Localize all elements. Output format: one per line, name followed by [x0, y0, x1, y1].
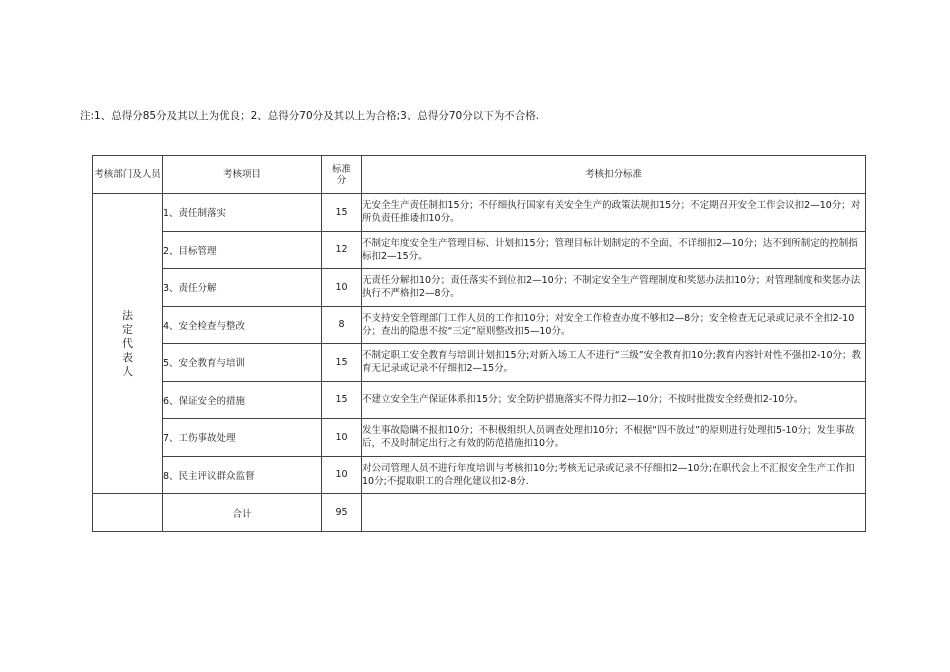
score-cell: 12 — [322, 231, 362, 269]
item-cell: 5、安全教育与培训 — [163, 344, 322, 382]
table-header-row — [93, 156, 866, 194]
item-cell: 4、安全检查与整改 — [163, 306, 322, 344]
table-row — [93, 231, 866, 269]
score-cell: 10 — [322, 419, 362, 457]
criteria-cell: 对公司管理人员不进行年度培训与考核扣10分;考核无记录或记录不仔细扣2—10分;在职代会上不汇报安全生产工作扣10分;不提取职工的合理化建议扣2-8分. — [362, 456, 866, 494]
table-row — [93, 269, 866, 307]
table-row — [93, 419, 866, 457]
dept-cell: 法定代表人 — [93, 194, 163, 494]
assessment-table — [92, 155, 866, 532]
item-cell: 8、民主评议群众监督 — [163, 456, 322, 494]
total-dept-cell — [93, 494, 163, 532]
score-cell: 10 — [322, 456, 362, 494]
criteria-cell: 无责任分解扣10分；责任落实不到位扣2—10分；不制定安全生产管理制度和奖惩办法扣10分；对管理制度和奖惩办法执行不严格扣2—8分。 — [362, 269, 866, 307]
criteria-cell: 发生事故隐瞒不报扣10分；不积极组织人员调查处理扣10分；不根据“四不放过”的原则进行处理扣5-10分；发生事故后，不及时制定出行之有效的防范措施扣10分。 — [362, 419, 866, 457]
item-cell: 6、保证安全的措施 — [163, 381, 322, 419]
criteria-cell: 不建立安全生产保证体系扣15分；安全防护措施落实不得力扣2—10分；不按时批拨安全经费扣2-10分。 — [362, 381, 866, 419]
header-criteria: 考核扣分标准 — [362, 156, 866, 194]
score-cell: 15 — [322, 344, 362, 382]
table-row — [93, 456, 866, 494]
score-cell: 15 — [322, 194, 362, 232]
criteria-cell: 不制定职工安全教育与培训计划扣15分;对新入场工人不进行“三级”安全教育扣10分;教育内容针对性不强扣2-10分；教育无记录或记录不仔细扣2—15分。 — [362, 344, 866, 382]
total-label: 合计 — [163, 494, 322, 532]
header-dept: 考核部门及人员 — [93, 156, 163, 194]
criteria-cell: 不制定年度安全生产管理目标、计划扣15分；管理目标计划制定的不全面、不详细扣2—10分；达不到所制定的控制指标扣2—15分。 — [362, 231, 866, 269]
criteria-cell: 无安全生产责任制扣15分；不仔细执行国家有关安全生产的政策法规扣15分；不定期召开安全工作会议扣2—10分；对所负责任推诿扣10分。 — [362, 194, 866, 232]
header-score: 标准分 — [322, 156, 362, 194]
scoring-note: 注:1、总得分85分及其以上为优良；2、总得分70分及其以上为合格;3、总得分70分以下为不合格. — [80, 110, 540, 122]
score-cell: 8 — [322, 306, 362, 344]
score-cell: 10 — [322, 269, 362, 307]
total-row — [93, 494, 866, 532]
criteria-cell: 不支持安全管理部门工作人员的工作扣10分；对安全工作检查办度不够扣2—8分；安全检查无记录或记录不全扣2-10分；查出的隐患不按“三定”原则整改扣5—10分。 — [362, 306, 866, 344]
total-score: 95 — [322, 494, 362, 532]
table-row — [93, 381, 866, 419]
item-cell: 3、责任分解 — [163, 269, 322, 307]
item-cell: 2、目标管理 — [163, 231, 322, 269]
table-row — [93, 306, 866, 344]
table-row — [93, 344, 866, 382]
item-cell: 7、工伤事故处理 — [163, 419, 322, 457]
table-row — [93, 194, 866, 232]
score-cell: 15 — [322, 381, 362, 419]
item-cell: 1、责任制落实 — [163, 194, 322, 232]
header-item: 考核项目 — [163, 156, 322, 194]
total-criteria-cell — [362, 494, 866, 532]
